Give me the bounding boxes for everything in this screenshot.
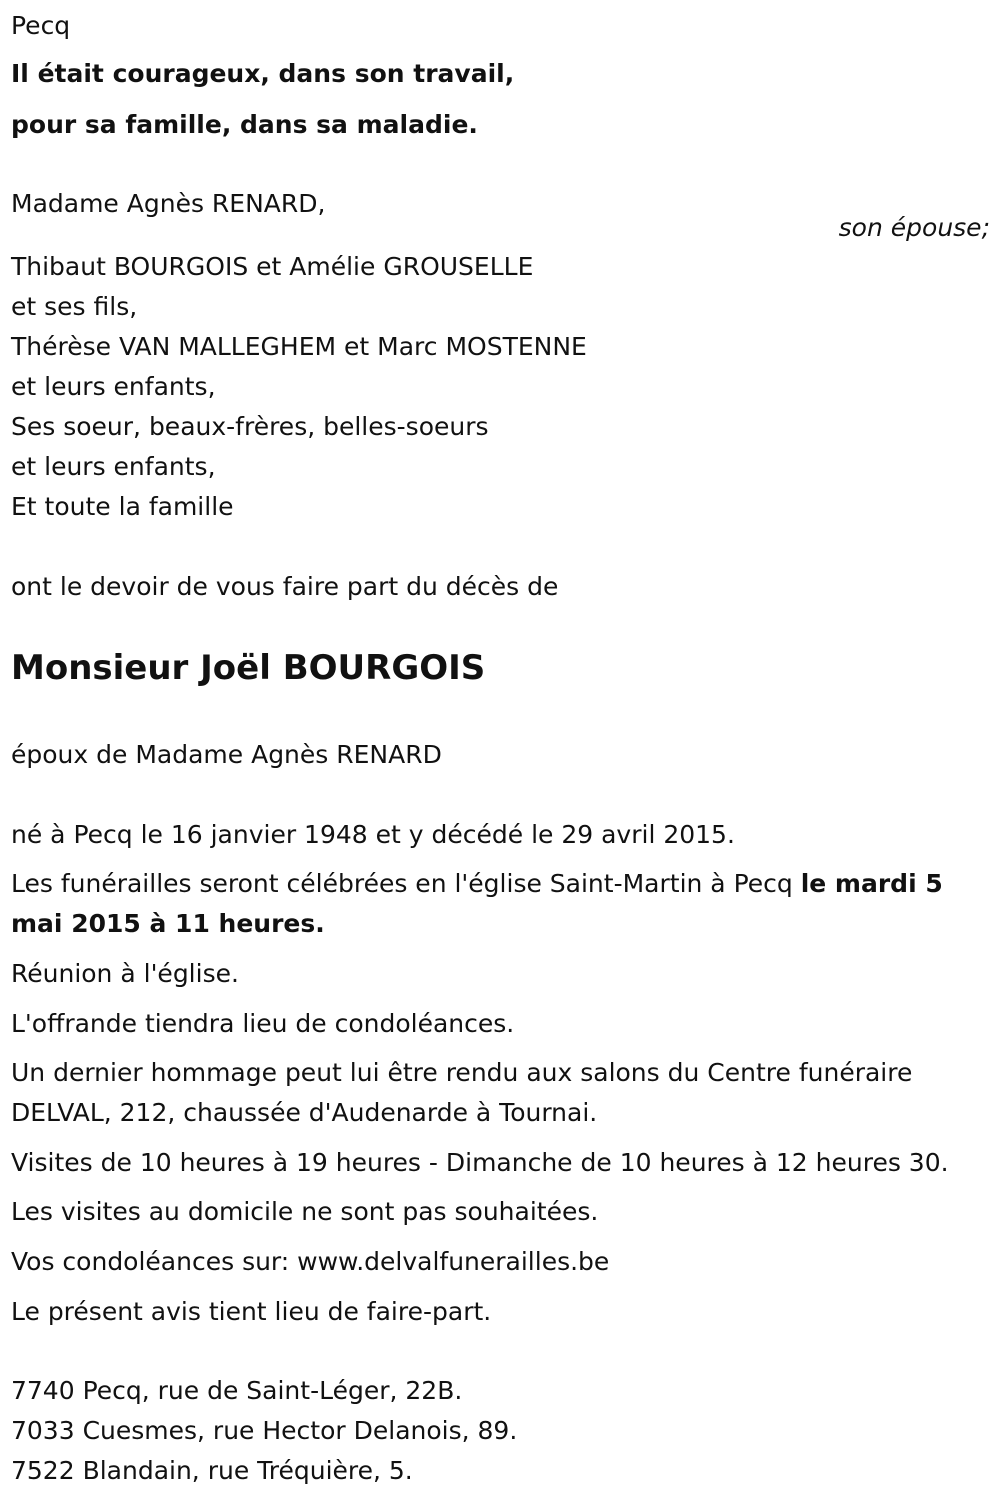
place-header: Pecq	[11, 11, 71, 40]
relation-text: époux de Madame Agnès RENARD	[11, 740, 442, 769]
deceased-name: Monsieur Joël BOURGOIS	[11, 648, 486, 688]
birth-death-text: né à Pecq le 16 janvier 1948 et y décédé le 29 avril 2015.	[11, 820, 735, 849]
family-line-4: et leurs enfants,	[11, 372, 216, 401]
epitaph-line-2: pour sa famille, dans sa maladie.	[11, 110, 478, 139]
tribute-line-2: DELVAL, 212, chaussée d'Audenarde à Tournai.	[11, 1098, 598, 1127]
funeral-line-1	[11, 868, 943, 900]
family-line-2: et ses fils,	[11, 292, 138, 321]
home-visits-text: Les visites au domicile ne sont pas souhaitées.	[11, 1197, 599, 1226]
offering-text: L'offrande tiendra lieu de condoléances.	[11, 1009, 515, 1038]
funeral-date-part1: le mardi 5	[800, 869, 943, 898]
spouse-name: Madame Agnès RENARD,	[11, 189, 326, 218]
funeral-date-part2: mai 2015 à 11 heures.	[11, 909, 325, 938]
family-line-1: Thibaut BOURGOIS et Amélie GROUSELLE	[11, 252, 534, 281]
announcement-text: ont le devoir de vous faire part du décès de	[11, 572, 559, 601]
notice-text: Le présent avis tient lieu de faire-part.	[11, 1297, 492, 1326]
family-line-3: Thérèse VAN MALLEGHEM et Marc MOSTENNE	[11, 332, 587, 361]
spouse-role: son épouse;	[838, 213, 990, 242]
reunion-text: Réunion à l'église.	[11, 959, 239, 988]
family-line-5: Ses soeur, beaux-frères, belles-soeurs	[11, 412, 489, 441]
address-line-3: 7522 Blandain, rue Tréquière, 5.	[11, 1456, 413, 1485]
family-line-6: et leurs enfants,	[11, 452, 216, 481]
address-line-1: 7740 Pecq, rue de Saint-Léger, 22B.	[11, 1376, 463, 1405]
condolences-text: Vos condoléances sur: www.delvalfunerailles.be	[11, 1247, 610, 1276]
family-line-7: Et toute la famille	[11, 492, 234, 521]
visits-text: Visites de 10 heures à 19 heures - Dimanche de 10 heures à 12 heures 30.	[11, 1148, 949, 1177]
address-line-2: 7033 Cuesmes, rue Hector Delanois, 89.	[11, 1416, 518, 1445]
tribute-line-1: Un dernier hommage peut lui être rendu aux salons du Centre funéraire	[11, 1058, 913, 1087]
funeral-text: Les funérailles seront célébrées en l'église Saint-Martin à Pecq	[11, 869, 801, 898]
epitaph-line-1: Il était courageux, dans son travail,	[11, 59, 515, 88]
